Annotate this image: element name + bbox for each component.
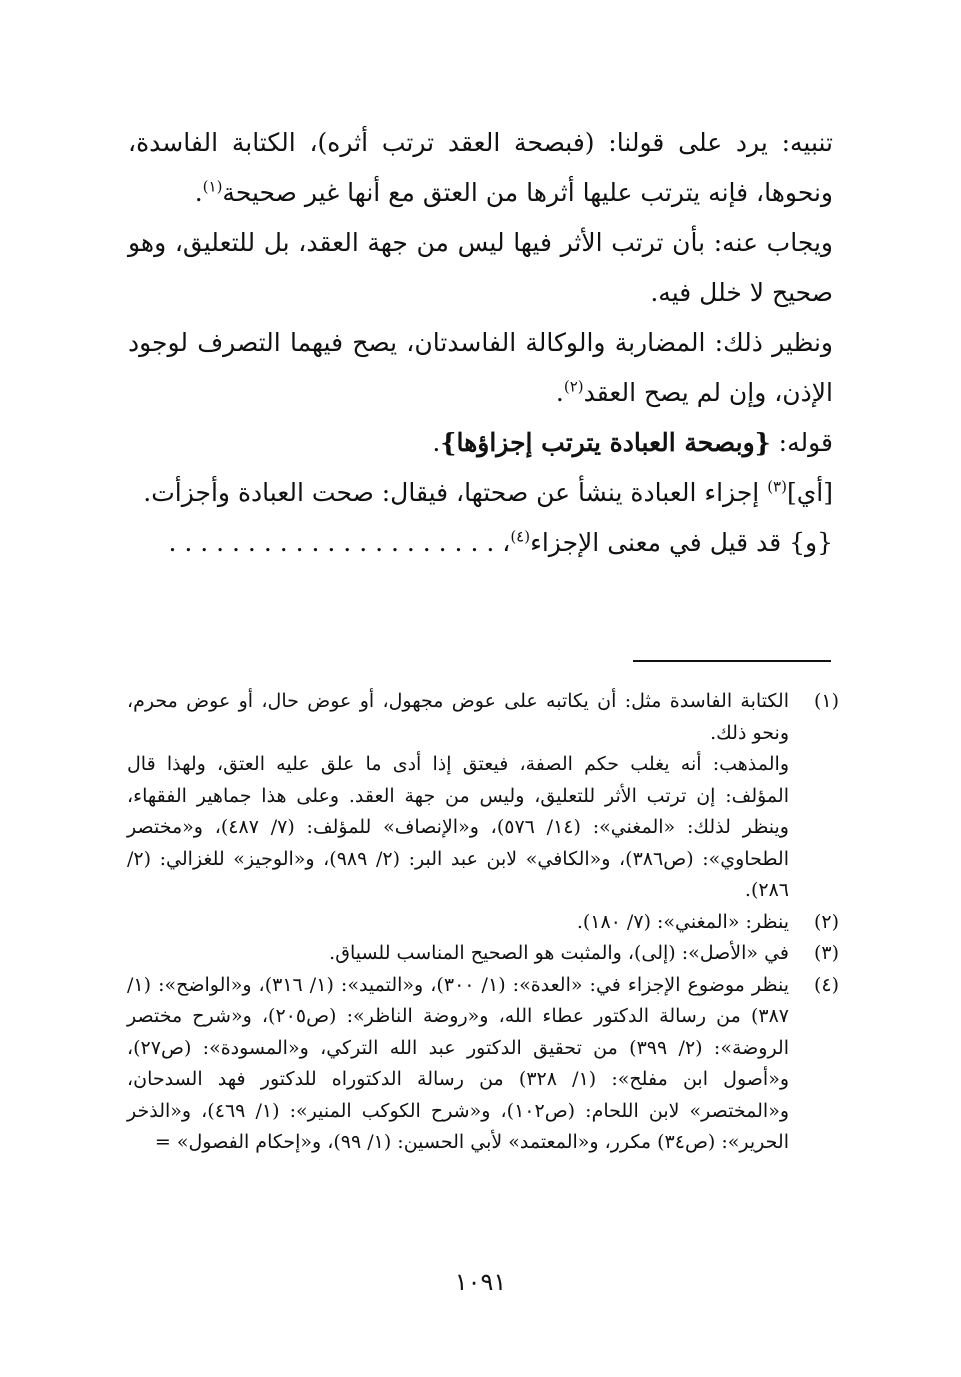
main-text: [128, 118, 833, 568]
paragraph-tanbih: تنبيه: يرد على قولنا: (فبصحة العقد ترتب أثره)، الكتابة الفاسدة، ونحوها، فإنه يترتب عليها أثرها من العتق مع أنها غير صحيحة$^{(١)}$.: [128, 128, 833, 207]
footnote-ref-4[interactable]: (٤): [510, 527, 531, 546]
footnote-ref-2[interactable]: (٢): [563, 377, 584, 396]
matn-bold-text: {وبصحة العبادة يترتب إجزاؤها}: [440, 428, 771, 457]
ellipsis-dots: . . . . . . . . . . . . . . . . . . . . .: [168, 528, 495, 557]
footnote-number: (٤): [813, 973, 839, 996]
footnote-text: الكتابة الفاسدة مثل: أن يكاتبه على عوض مجهول، أو عوض حال، أو عوض محرم، ونحو ذلك.: [127, 690, 789, 744]
paragraph-ijza-meaning: {و} قد قيل في معنى الإجزاء$^{(٤)}$، . . . . . . . . . . . . . . . . . . . . .: [168, 527, 833, 557]
footnote-text: ينظر موضوع الإجزاء في: «العدة»: (١/ ٣٠٠)، و«التميد»: (١/ ٣١٦)، و«الواضح»: (١/ ٣٨٧) من رسالة الدكتور عطاء الله، و«روضة الناظر»: (ص٢٠٥)، و«شرح مختصر الروضة»: (٢/ ٣٩٩) من تحقيق الدكتور عبد الله التركي، و«المسودة»: (ص٢٧)، و«أصول ابن مفلح»: (١/ ٣٢٨) من رسالة الدكتوراه للدكتور فهد السدحان، و«المختصر» لابن اللحام: (ص١٠٢)، و«شرح الكوكب المنير»: (١/ ٤٦٩)، و«الذخر الحرير»: (ص٣٤) مكرر، و«المعتمد» لأبي الحسين: (١/ ٩٩)، و«إحكام الفصول» =: [127, 973, 789, 1153]
footnote-1: [127, 686, 839, 907]
footnote-number: (٣): [813, 942, 839, 964]
footnotes: [127, 686, 839, 1159]
page-number: ١٠٩١: [454, 1268, 507, 1296]
paragraph-analogy: ونظير ذلك: المضاربة والوكالة الفاسدتان، يصح فيهما التصرف لوجود الإذن، وإن لم يصح العقد$^{(٢)}$.: [128, 328, 833, 407]
footnote-text: ينظر: «المغني»: (٧/ ١٨٠).: [576, 910, 789, 933]
footnote-3: [127, 938, 839, 970]
paragraph-matn-quote: قوله: {وبصحة العبادة يترتب إجزاؤها}.: [432, 428, 833, 457]
footnote-ref-3[interactable]: (٣): [767, 477, 787, 496]
footnote-2: [127, 907, 839, 939]
footnote-separator-rule: [633, 660, 831, 662]
paragraph-ijza-explanation: [أي]$^{(٣)}$ إجزاء العبادة ينشأ عن صحتها، فيقال: صحت العبادة وأجزأت.: [143, 477, 833, 507]
footnote-text: في «الأصل»: (إلى)، والمثبت هو الصحيح المناسب للسياق.: [329, 942, 789, 964]
paragraph-answer: ويجاب عنه: بأن ترتب الأثر فيها ليس من جهة العقد، بل للتعليق، وهو صحيح لا خلل فيه.: [128, 228, 833, 307]
footnote-number: (٢): [813, 910, 839, 933]
footnote-4: [127, 970, 839, 1159]
footnote-text: والمذهب: أنه يغلب حكم الصفة، فيعتق إذا أدى ما علق عليه العتق، ولهذا قال المؤلف: إن ترتب الأثر للتعليق، وليس من جهة العقد. وعلى هذا جماهير الفقهاء، وينظر لذلك: «المغني»: (١٤/ ٥٧٦)، و«الإنصاف» للمؤلف: (٧/ ٤٨٧)، و«مختصر الطحاوي»: (ص٣٨٦)، و«الكافي» لابن عبد البر: (٢/ ٩٨٩)، و«الوجيز» للغزالي: (٢/ ٢٨٦).: [127, 753, 789, 901]
footnote-ref-1[interactable]: (١): [202, 177, 223, 196]
footnote-number: (١): [813, 690, 839, 712]
